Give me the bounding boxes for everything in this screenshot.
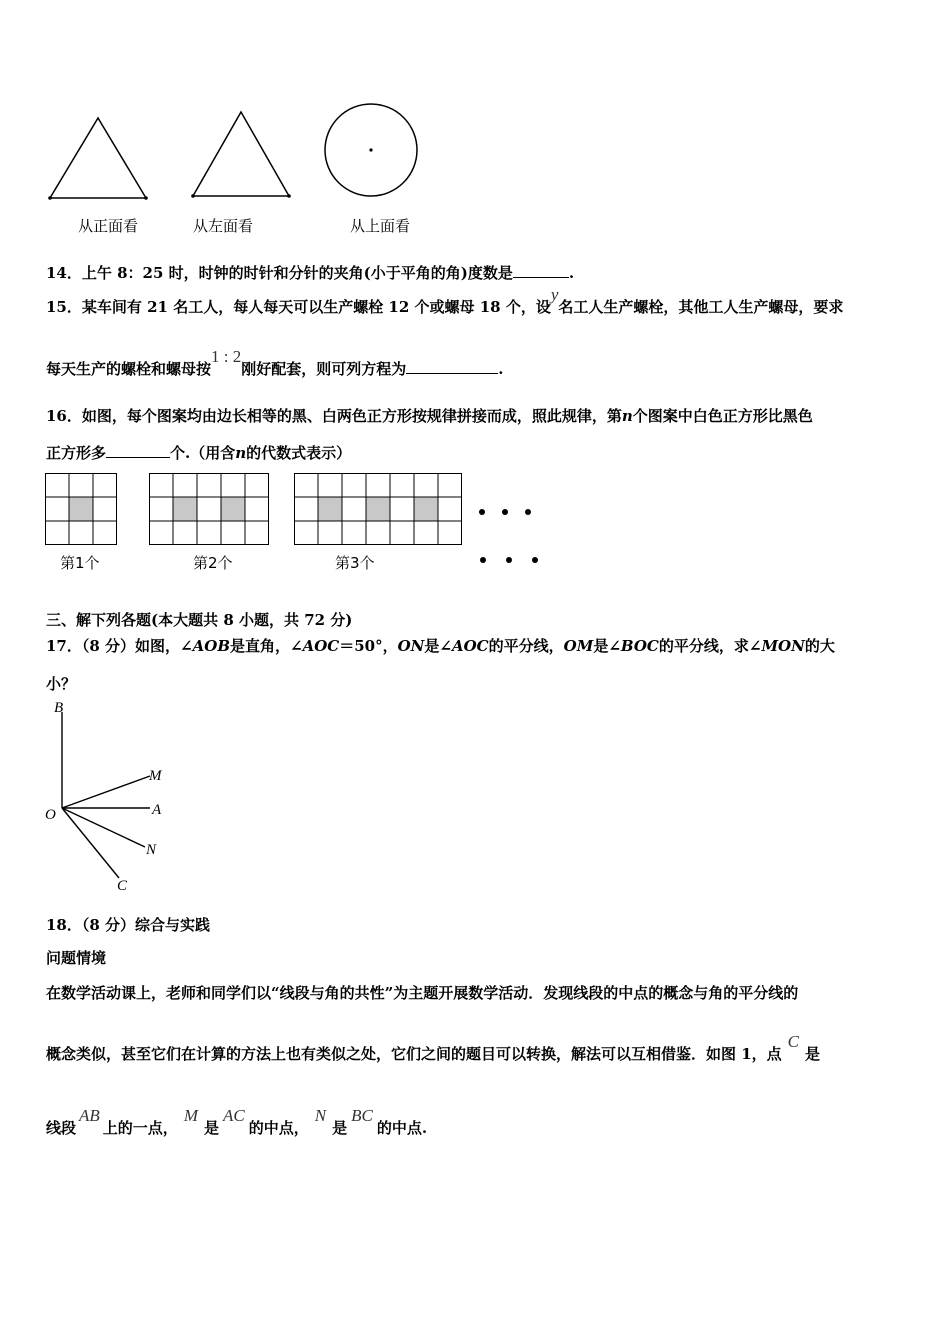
label-M: M	[149, 768, 162, 784]
q14-answer-blank	[513, 265, 569, 278]
ellipsis-dot	[525, 509, 531, 515]
label-B: B	[54, 700, 64, 716]
question-18-para2: 概念类似，甚至它们在计算的方法上也有类似之处，它们之间的题目可以转换，解法可以互相借鉴．如图 1，点C是	[46, 1032, 821, 1063]
angle-figure	[44, 700, 169, 894]
question-15-line1: 15．某车间有 21 名工人，每人每天可以生产螺栓 12 个或螺母 18 个，设y名工人生产螺栓，其他工人生产螺母，要求	[46, 285, 844, 316]
question-17-line2: 小？	[46, 675, 77, 693]
question-17-line1: 17．（8 分）如图，∠AOB是直角，∠AOC＝50°，ON是∠AOC的平分线，OM是∠BOC的平分线，求∠MON的大	[46, 637, 835, 655]
ellipsis-dot	[479, 509, 485, 515]
question-16-line1: 16．如图，每个图案均由边长相等的黑、白两色正方形按规律拼接而成，照此规律，第n个图案中白色正方形比黑色	[46, 407, 813, 425]
label-N: N	[146, 842, 157, 858]
label-O: O	[45, 807, 56, 823]
left-view-triangle	[193, 112, 289, 196]
ellipsis-dot	[502, 509, 508, 515]
pattern-2	[149, 473, 269, 545]
label-A: A	[152, 802, 162, 818]
pattern-1-caption: 第1个	[60, 554, 100, 572]
top-view-center-dot	[369, 148, 372, 151]
ellipsis-dot	[506, 557, 512, 563]
question-18-title: 18．（8 分）综合与实践	[46, 916, 211, 934]
three-views-figure	[40, 100, 440, 210]
left-view-caption: 从左面看	[193, 217, 254, 235]
question-14: 14．上午 8：25 时，时钟的时针和分针的夹角(小于平角的角)度数是 .	[46, 264, 575, 282]
q15-var-y: y	[550, 285, 559, 304]
question-15-line2: 每天生产的螺栓和螺母按1 : 2刚好配套，则可列方程为 .	[46, 347, 504, 378]
section-3-title: 三、解下列各题(本大题共 8 小题，共 72 分)	[46, 611, 353, 629]
q15-ratio: 1 : 2	[211, 347, 242, 366]
question-16-line2: 正方形多 个.（用含n的代数式表示）	[46, 444, 352, 462]
top-view-caption: 从上面看	[350, 217, 411, 235]
pattern-2-caption: 第2个	[193, 554, 233, 572]
q14-text: 14．上午 8：25 时，时钟的时针和分针的夹角(小于平角的角)度数是	[46, 264, 513, 282]
pattern-3	[294, 473, 462, 545]
label-C: C	[117, 878, 128, 894]
ellipsis-dot	[532, 557, 538, 563]
q15-answer-blank	[406, 361, 498, 374]
question-18-subtitle: 问题情境	[46, 949, 107, 967]
pattern-3-caption: 第3个	[335, 554, 375, 572]
front-view-triangle	[50, 118, 146, 198]
question-18-para3: 线段AB上的一点，M是AC的中点，N是BC的中点.	[46, 1106, 428, 1137]
question-18-para1: 在数学活动课上，老师和同学们以“线段与角的共性”为主题开展数学活动．发现线段的中点的概念与角的平分线的	[46, 984, 799, 1002]
q16-answer-blank	[106, 445, 170, 458]
pattern-1	[45, 473, 117, 545]
ellipsis-dot	[480, 557, 486, 563]
front-view-caption: 从正面看	[78, 217, 139, 235]
